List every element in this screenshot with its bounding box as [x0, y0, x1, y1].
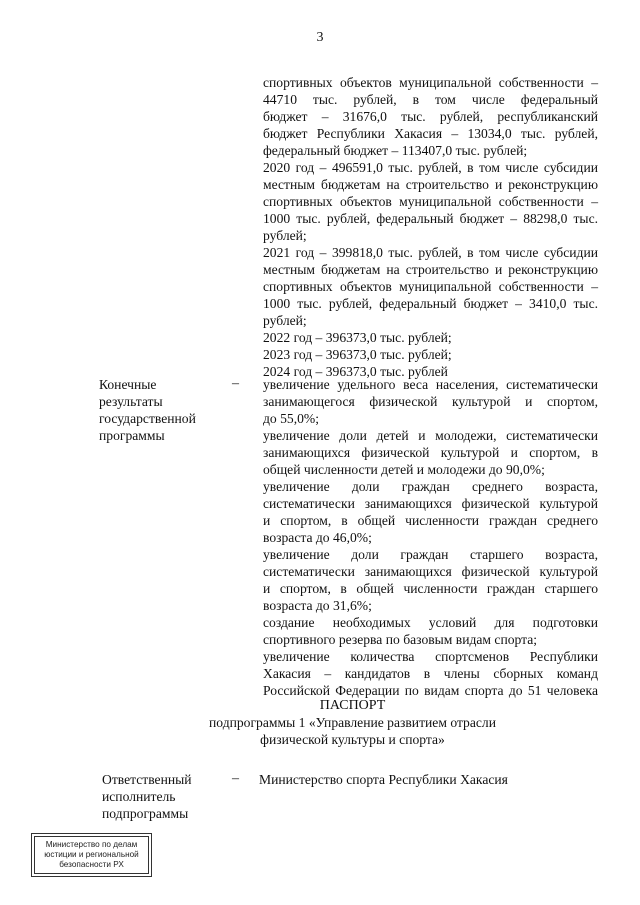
- funding-line: рублей;: [263, 228, 307, 243]
- results-line: и спортом, в общей численности граждан среднего: [263, 513, 598, 528]
- results-line: увеличение доли граждан среднего возраста,: [263, 479, 598, 494]
- funding-line: 1000 тыс. рублей, федеральный бюджет – 3410,0 тыс.: [263, 296, 598, 311]
- responsible-label: [102, 771, 232, 822]
- registration-stamp: [34, 836, 149, 874]
- passport-subtitle-line: подпрограммы 1 «Управление развитием отрасли: [209, 715, 496, 730]
- results-line: систематически занимающихся физической культурой: [263, 564, 598, 579]
- results-line: систематически занимающихся физической культурой: [263, 496, 598, 511]
- funding-line: рублей;: [263, 313, 307, 328]
- results-label-line: программы: [99, 428, 165, 443]
- results-label-line: Конечные: [99, 377, 157, 392]
- results-label-line: государственной: [99, 411, 196, 426]
- funding-line: 2020 год – 496591,0 тыс. рублей, в том числе субсидии: [263, 160, 598, 175]
- responsible-label-line: Ответственный: [102, 772, 192, 787]
- results-line: увеличение доли граждан старшего возраста,: [263, 547, 598, 562]
- responsible-label-line: исполнитель: [102, 789, 176, 804]
- funding-line: 2023 год – 396373,0 тыс. рублей;: [263, 347, 452, 362]
- results-line: увеличение доли детей и молодежи, систематически: [263, 428, 598, 443]
- results-line: общей численности детей и молодежи до 90,0%;: [263, 462, 545, 477]
- results-line: создание необходимых условий для подготовки: [263, 615, 598, 630]
- responsible-label-line: подпрограммы: [102, 806, 189, 821]
- passport-subtitle-line: физической культуры и спорта»: [260, 732, 445, 747]
- funding-line: бюджет Республики Хакасия – 13034,0 тыс. рублей,: [263, 126, 598, 141]
- page-number: 3: [316, 30, 324, 45]
- responsible-dash: –: [232, 771, 239, 786]
- results-dash: –: [232, 376, 239, 391]
- funding-line: спортивных объектов муниципальной собственности –: [263, 194, 598, 209]
- results-label: [99, 376, 234, 444]
- funding-line: 1000 тыс. рублей, федеральный бюджет – 88298,0 тыс.: [263, 211, 598, 226]
- stamp-line: юстиции и региональной: [44, 850, 139, 859]
- funding-line: 2022 год – 396373,0 тыс. рублей;: [263, 330, 452, 345]
- funding-line: бюджет – 31676,0 тыс. рублей, республиканский: [263, 109, 598, 124]
- funding-line: федеральный бюджет – 113407,0 тыс. рублей;: [263, 143, 528, 158]
- stamp-line: безопасности РХ: [59, 860, 124, 869]
- responsible-value: Министерство спорта Республики Хакасия: [259, 772, 508, 787]
- results-line: до 55,0%;: [263, 411, 320, 426]
- funding-line: спортивных объектов муниципальной собственности –: [263, 279, 598, 294]
- funding-line: 2021 год – 399818,0 тыс. рублей, в том числе субсидии: [263, 245, 598, 260]
- results-line: занимающихся физической культурой и спортом, в: [263, 445, 598, 460]
- results-line: возраста до 31,6%;: [263, 598, 372, 613]
- results-line: Хакасия – кандидатов в члены сборных команд: [263, 666, 598, 681]
- results-line: возраста до 46,0%;: [263, 530, 372, 545]
- funding-paragraph: [263, 74, 598, 380]
- results-line: увеличение количества спортсменов Республики: [263, 649, 598, 664]
- results-line: занимающегося физической культурой и спортом,: [263, 394, 598, 409]
- results-line: и спортом, в общей численности граждан старшего: [263, 581, 598, 596]
- funding-line: местным бюджетам на строительство и реконструкцию: [263, 177, 598, 192]
- results-line: спортивного резерва по базовым видам спорта;: [263, 632, 538, 647]
- results-paragraph: [263, 376, 598, 699]
- funding-line: спортивных объектов муниципальной собственности –: [263, 75, 598, 90]
- results-line: увеличение удельного веса населения, систематически: [263, 377, 598, 392]
- funding-line: 44710 тыс. рублей, в том числе федеральный: [263, 92, 598, 107]
- funding-line: 2024 год – 396373,0 тыс. рублей: [263, 364, 448, 379]
- results-line: Российской Федерации по видам спорта до 51 человека: [263, 683, 598, 698]
- funding-line: местным бюджетам на строительство и реконструкцию: [263, 262, 598, 277]
- results-label-line: результаты: [99, 394, 163, 409]
- passport-heading: ПАСПОРТ: [319, 698, 386, 713]
- stamp-line: Министерство по делам: [45, 840, 138, 849]
